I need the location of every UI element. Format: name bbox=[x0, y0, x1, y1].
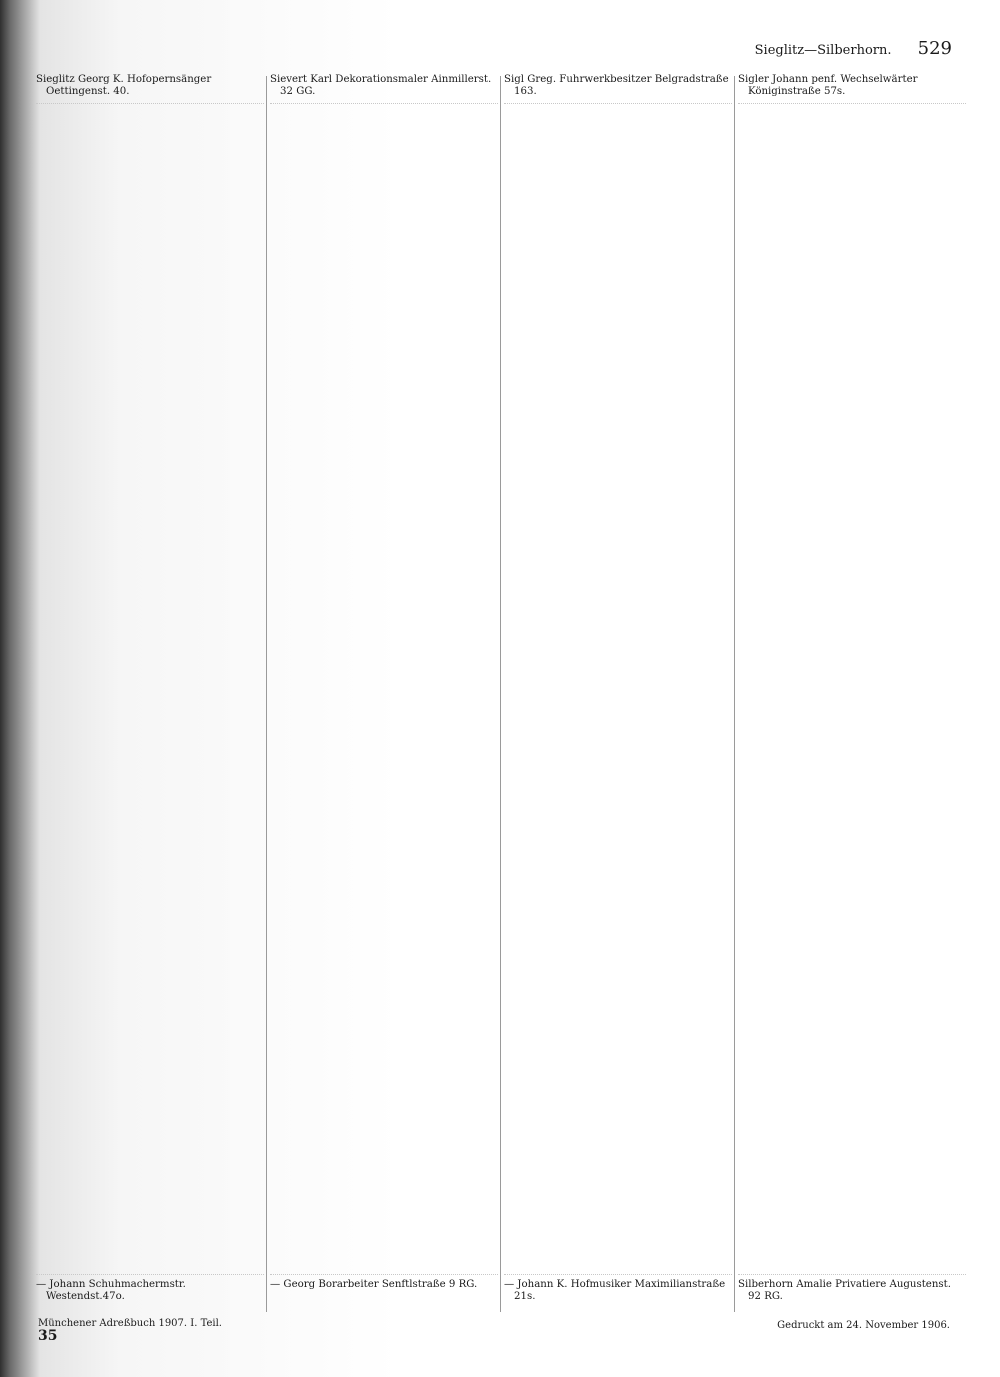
column-body bbox=[504, 103, 732, 1275]
page-range: Sieglitz—Silberhorn. bbox=[754, 43, 892, 58]
column-body bbox=[270, 103, 498, 1275]
directory-column-2 bbox=[270, 74, 498, 1316]
directory-column-4 bbox=[738, 74, 966, 1316]
column-last-entry: Silberhorn Amalie Privatiere Augustenst. 92 RG. bbox=[738, 1278, 951, 1303]
page-header bbox=[755, 38, 952, 59]
directory-column-3 bbox=[504, 74, 732, 1316]
column-last-entry: — Johann Schuhmachermstr. Westendst.47o. bbox=[36, 1278, 186, 1303]
column-first-entry: Sieglitz Georg K. Hofopernsänger Oettingenst. 40. bbox=[36, 74, 212, 98]
page-number: 529 bbox=[917, 38, 952, 59]
column-first-entry: Sievert Karl Dekorationsmaler Ainmillerst. 32 GG. bbox=[270, 74, 492, 98]
column-first-entry: Sigl Greg. Fuhrwerkbesitzer Belgradstraße 163. bbox=[504, 74, 729, 98]
column-rule bbox=[266, 76, 267, 1312]
column-last-entry: — Georg Borarbeiter Senftlstraße 9 RG. bbox=[270, 1278, 478, 1290]
column-last-entry: — Johann K. Hofmusiker Maximilianstraße 21s. bbox=[504, 1278, 726, 1303]
column-first-entry: Sigler Johann penf. Wechselwärter Königinstraße 57s. bbox=[738, 74, 918, 98]
column-rule bbox=[500, 76, 501, 1312]
column-body bbox=[36, 103, 264, 1275]
directory-column-1 bbox=[36, 74, 264, 1316]
column-body bbox=[738, 103, 966, 1275]
footer-publication bbox=[38, 1318, 222, 1342]
print-date-note: Gedruckt am 24. November 1906. bbox=[777, 1320, 950, 1331]
signature-mark: 35 bbox=[38, 1328, 58, 1344]
column-rule bbox=[734, 76, 735, 1312]
publication-title: Münchener Adreßbuch 1907. I. Teil. bbox=[38, 1318, 222, 1329]
